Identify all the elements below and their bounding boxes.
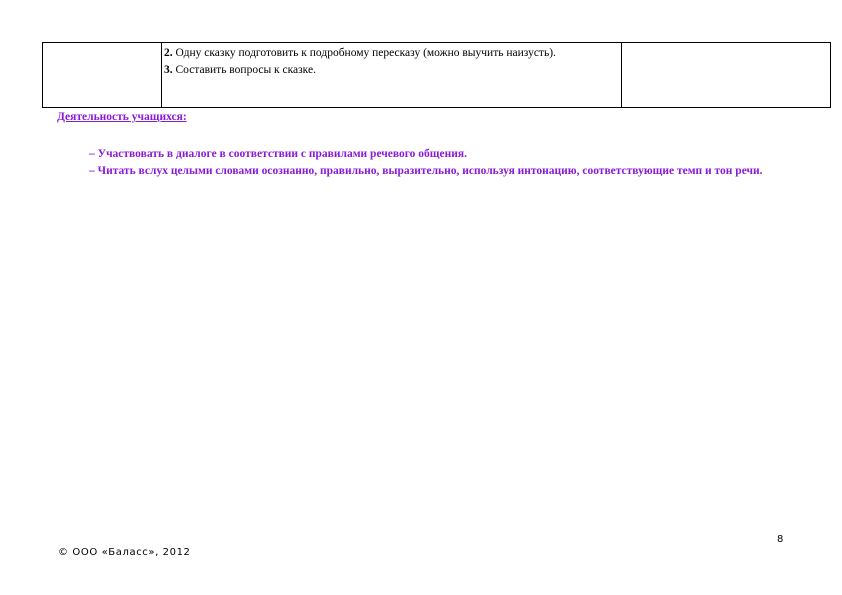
activity-heading: Деятельность учащихся: <box>57 111 187 123</box>
activity-list <box>57 146 787 180</box>
activity-item: – Читать вслух целыми словами осознанно, правильно, выразительно, используя интонацию, соответствующие темп и тон речи. <box>89 165 763 177</box>
homework-item-3 <box>164 62 616 79</box>
copyright-notice: © ООО «Баласс», 2012 <box>58 547 191 558</box>
homework-item-2 <box>164 45 616 62</box>
homework-item-3-text: Составить вопросы к сказке. <box>172 64 316 76</box>
table-column-divider <box>621 43 622 107</box>
lesson-table-fragment <box>42 42 831 108</box>
homework-item-2-number: 2. <box>164 47 173 59</box>
table-cell-homework <box>164 45 616 79</box>
page-number: 8 <box>777 534 784 545</box>
table-column-divider <box>161 43 162 107</box>
homework-item-3-number: 3. <box>164 64 173 76</box>
activity-item: – Участвовать в диалоге в соответствии с правилами речевого общения. <box>89 148 467 160</box>
homework-item-2-text: Одну сказку подготовить к подробному пересказу (можно выучить наизусть). <box>172 47 556 59</box>
